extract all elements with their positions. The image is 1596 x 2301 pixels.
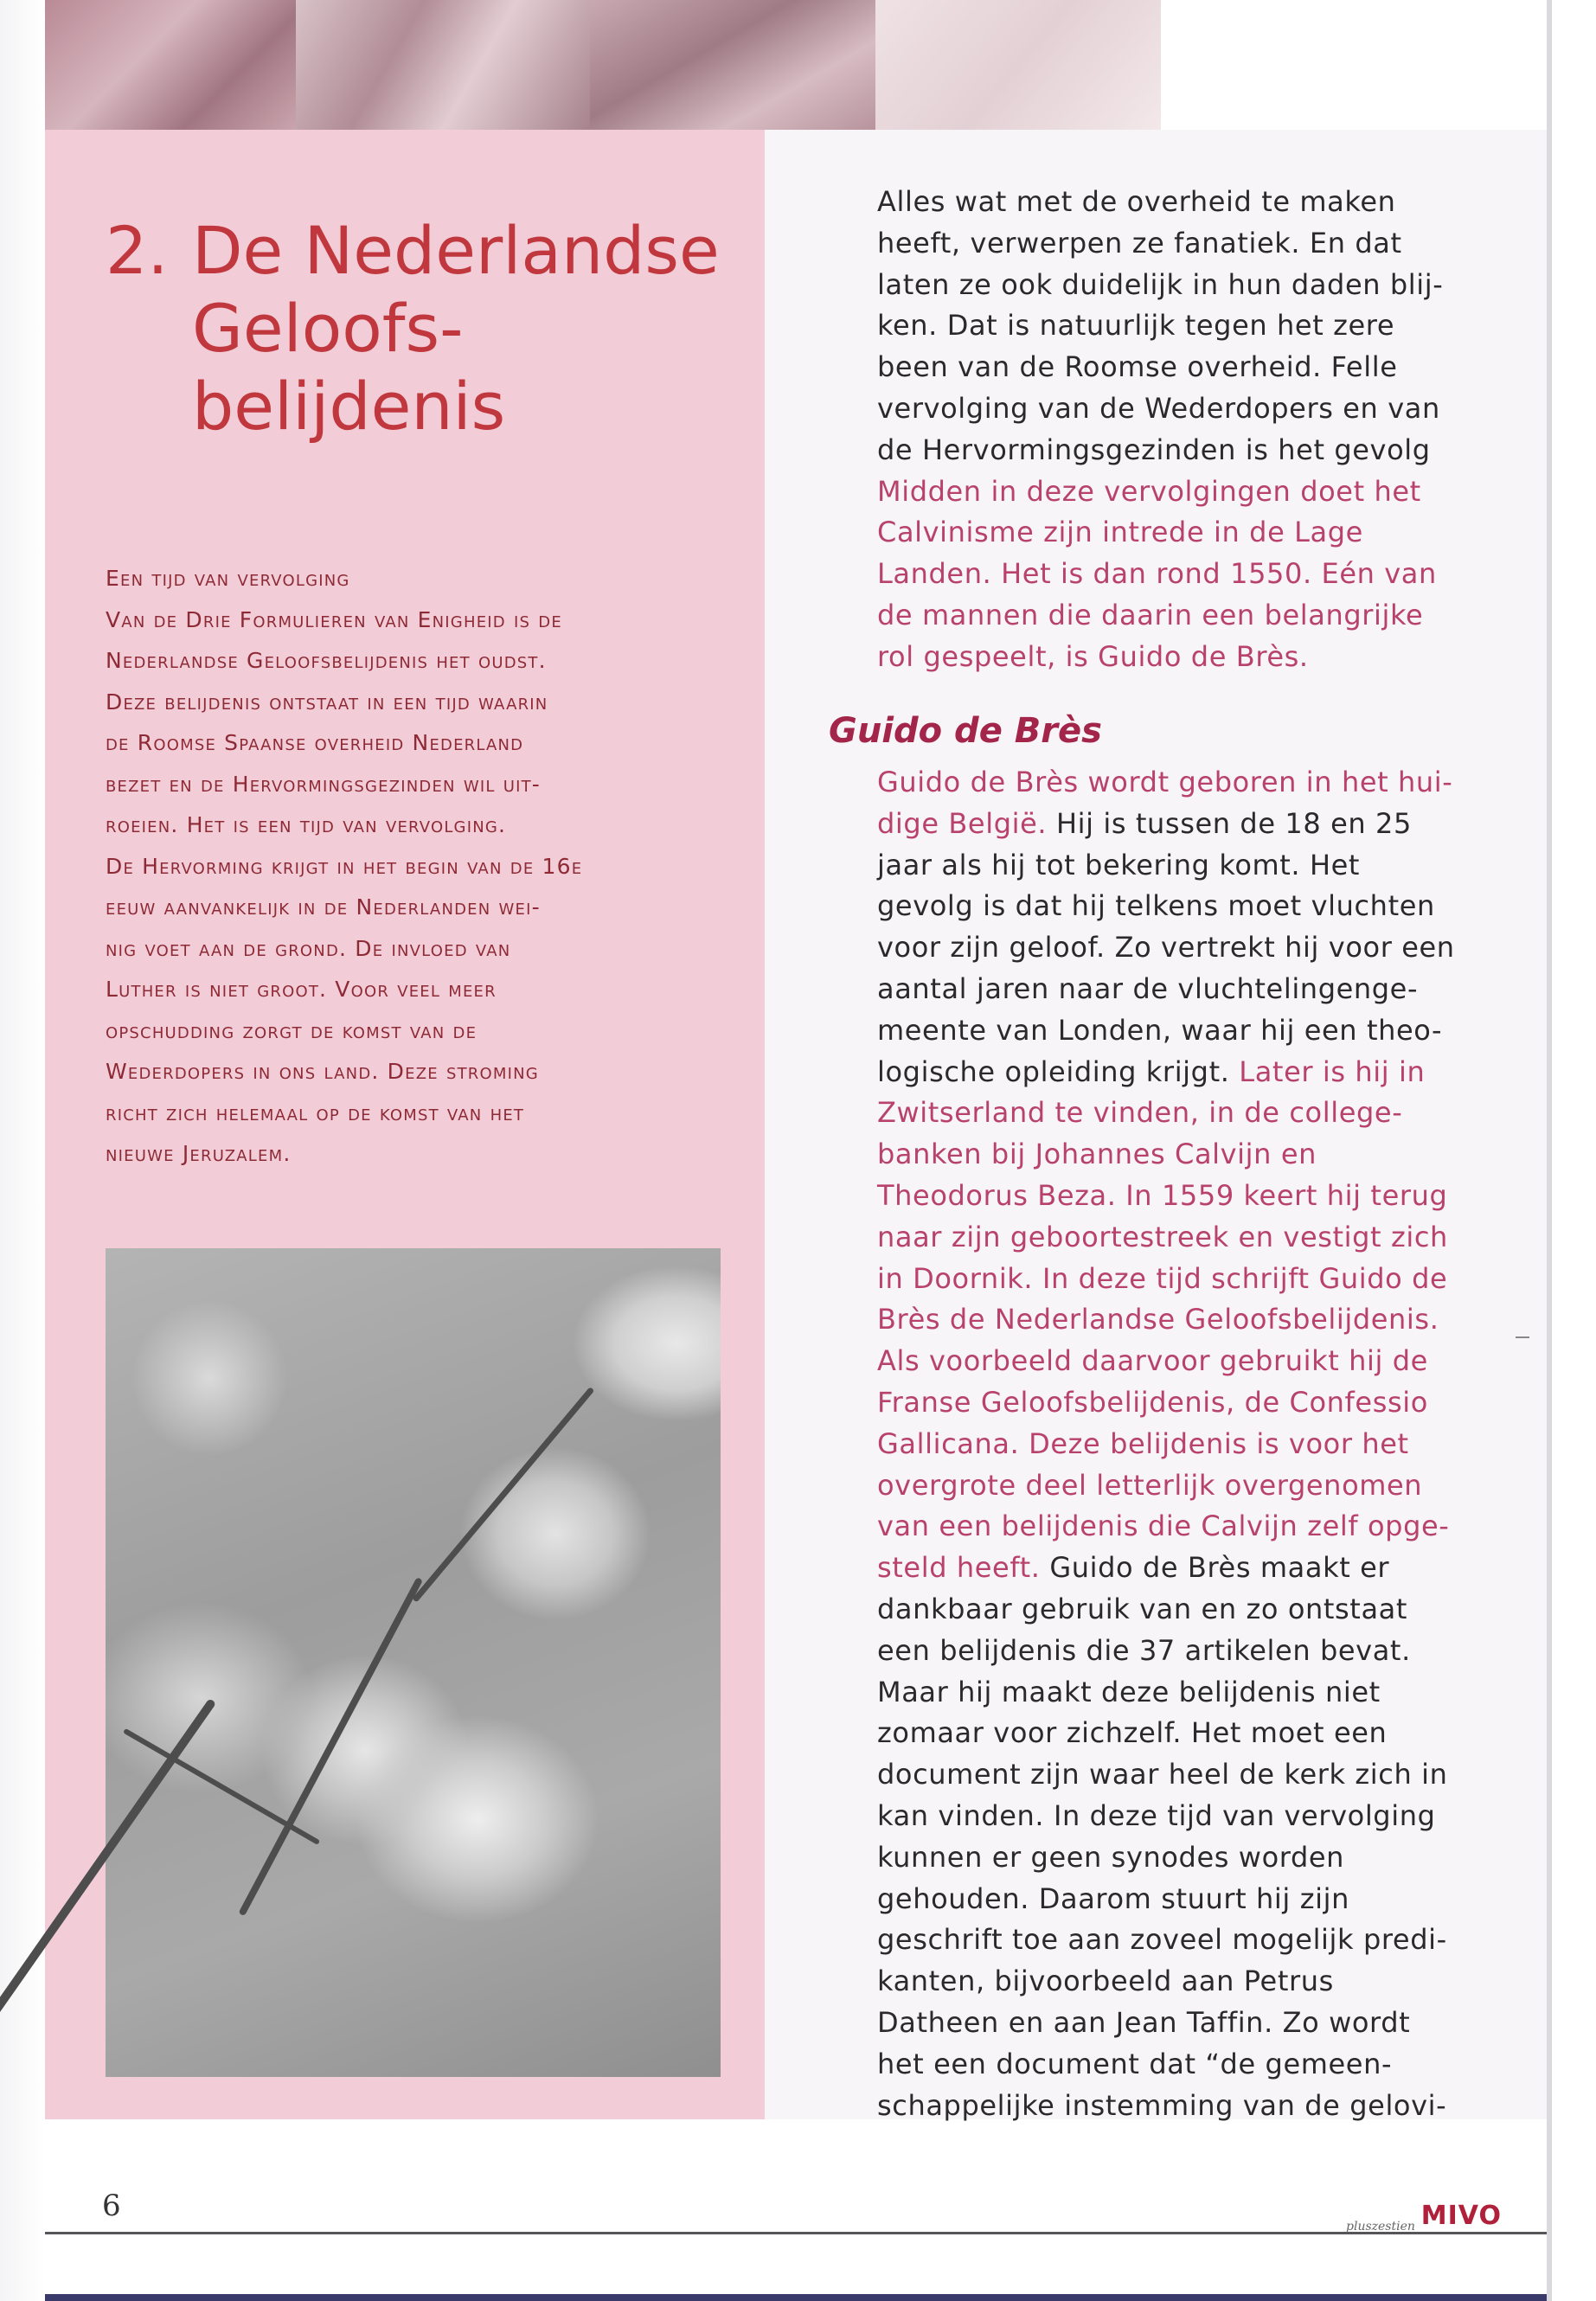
text-line: voor zijn geloof. Zo vertrekt hij voor een — [877, 931, 1455, 965]
paragraph-1 — [877, 182, 1500, 678]
footer-band — [45, 2294, 1547, 2301]
text-line: logische opleiding krijgt. Later is hij in — [877, 1054, 1426, 1088]
intro-line: Deze belijdenis ontstaat in een tijd waarin — [106, 689, 548, 715]
intro-line: nieuwe Jeruzalem. — [106, 1141, 292, 1166]
publisher-logo — [1346, 2201, 1502, 2235]
text-line: jaar als hij tot bekering komt. Het — [877, 848, 1361, 881]
text-line: laten ze ook duidelijk in hun daden blij- — [877, 267, 1444, 301]
text-line: dankbaar gebruik van en zo ontstaat — [877, 1592, 1408, 1625]
text-line: Brès de Nederlandse Geloofsbelijdenis. — [877, 1303, 1439, 1336]
text-line: van een belijdenis die Calvijn zelf opge- — [877, 1509, 1450, 1543]
text-line: rol gespeelt, is Guido de Brès. — [877, 639, 1309, 673]
text-line: een belijdenis die 37 artikelen bevat. — [877, 1633, 1411, 1667]
margin-mark — [1516, 1336, 1529, 1338]
header-photo-3 — [590, 0, 875, 130]
header-photo-strip — [45, 0, 1161, 130]
text-line: Alles wat met de overheid te maken — [877, 185, 1396, 218]
highlight-text: dige België. — [877, 806, 1048, 840]
header-photo-1 — [45, 0, 296, 130]
logo-tagline: pluszestien — [1346, 2220, 1415, 2234]
intro-line: Van de Drie Formulieren van Enigheid is de — [106, 606, 562, 632]
header-photo-2 — [296, 0, 590, 130]
chapter-number: 2. — [106, 212, 169, 289]
text-line: meente van Londen, waar hij een theo- — [877, 1013, 1443, 1047]
section-subheading: Guido de Brès — [829, 711, 1102, 751]
text-line: schappelijke instemming van de gelovi- — [877, 2088, 1447, 2122]
intro-line: roeien. Het is een tijd van vervolging. — [106, 812, 507, 837]
text-line: Midden in deze vervolgingen doet het — [877, 474, 1421, 508]
text-line: document zijn waar heel de kerk zich in — [877, 1758, 1448, 1791]
logo-brand: MIVO — [1420, 2201, 1502, 2231]
intro-subheading: Een tijd van vervolging — [106, 566, 350, 591]
text-line: vervolging van de Wederdopers en van — [877, 391, 1440, 425]
text-line: geschrift toe aan zoveel mogelijk predi- — [877, 1923, 1447, 1957]
text-line: zomaar voor zichzelf. Het moet een — [877, 1716, 1388, 1750]
text-line: ken. Dat is natuurlijk tegen het zere — [877, 309, 1395, 343]
text-line: Theodorus Beza. In 1559 keert hij terug — [877, 1178, 1448, 1212]
intro-line: De Hervorming krijgt in het begin van de 16e — [106, 853, 583, 879]
chapter-title-line: De Nederlandse — [192, 212, 720, 289]
text-line: kunnen er geen synodes worden — [877, 1840, 1345, 1874]
text-line: de Hervormingsgezinden is het gevolg — [877, 433, 1431, 466]
text-line: aantal jaren naar de vluchtelingenge- — [877, 971, 1419, 1005]
photo-branch — [238, 1577, 423, 1916]
intro-text — [106, 558, 728, 1175]
page-number: 6 — [102, 2189, 121, 2223]
text-line: Maar hij maakt deze belijdenis niet — [877, 1675, 1381, 1708]
text-line: Gallicana. Deze belijdenis is voor het — [877, 1426, 1409, 1460]
chapter-title — [192, 212, 746, 445]
text-line: kan vinden. In deze tijd van vervolging — [877, 1798, 1436, 1832]
text-line: in Doornik. In deze tijd schrijft Guido de — [877, 1261, 1448, 1295]
willow-blossom-photo — [106, 1248, 721, 2077]
text-line: Guido de Brès wordt geboren in het hui- — [877, 766, 1453, 798]
text-line: gehouden. Daarom stuurt hij zijn — [877, 1881, 1349, 1915]
text-line: naar zijn geboortestreek en vestigt zich — [877, 1220, 1448, 1253]
intro-line: richt zich helemaal op de komst van het — [106, 1099, 525, 1125]
text-line: de mannen die daarin een belangrijke — [877, 598, 1424, 631]
text-line: gevolg is dat hij telkens moet vluchten — [877, 889, 1435, 923]
intro-line: nig voet aan de grond. De invloed van — [106, 935, 511, 961]
intro-line: Wederdopers in ons land. Deze stroming — [106, 1059, 539, 1084]
footer-rule — [45, 2232, 1547, 2234]
intro-line: Luther is niet groot. Voor veel meer — [106, 977, 497, 1002]
photo-branch — [412, 1387, 594, 1603]
text-line: kanten, bijvoorbeeld aan Petrus — [877, 1965, 1334, 1998]
text-line: Zwitserland te vinden, in de college- — [877, 1096, 1403, 1130]
page-edge — [1547, 0, 1552, 2301]
text-line: Als voorbeeld daarvoor gebruikt hij de — [877, 1344, 1428, 1378]
text-line: dige België. Hij is tussen de 18 en 25 — [877, 806, 1412, 840]
chapter-title-line: Geloofs- — [192, 290, 464, 367]
chapter-title-line: belijdenis — [192, 368, 506, 445]
text-line: Franse Geloofsbelijdenis, de Confessio — [877, 1385, 1428, 1419]
text-line: Landen. Het is dan rond 1550. Eén van — [877, 557, 1437, 591]
text-line: banken bij Johannes Calvijn en — [877, 1138, 1317, 1171]
intro-line: opschudding zorgt de komst van de — [106, 1017, 478, 1043]
text-line: Datheen en aan Jean Taffin. Zo wordt — [877, 2005, 1411, 2039]
text-line: overgrote deel letterlijk overgenomen — [877, 1468, 1423, 1502]
text-line: Calvinisme zijn intrede in de Lage — [877, 516, 1363, 549]
text-line: steld heeft. Guido de Brès maakt er — [877, 1551, 1390, 1585]
intro-line: de Roomse Spaanse overheid Nederland — [106, 730, 524, 755]
intro-line: eeuw aanvankelijk in de Nederlanden wei- — [106, 894, 541, 920]
text-line: het een document dat “de gemeen- — [877, 2047, 1393, 2080]
intro-line: bezet en de Hervormingsgezinden wil uit- — [106, 771, 542, 797]
highlight-text: Later is hij in — [1239, 1054, 1426, 1088]
highlight-text: steld heeft. — [877, 1551, 1041, 1585]
intro-line: Nederlandse Geloofsbelijdenis het oudst. — [106, 648, 547, 673]
text-line: been van de Roomse overheid. Felle — [877, 350, 1398, 384]
paragraph-2 — [877, 762, 1500, 2126]
text-line: heeft, verwerpen ze fanatiek. En dat — [877, 226, 1402, 260]
header-photo-4 — [875, 0, 1161, 130]
